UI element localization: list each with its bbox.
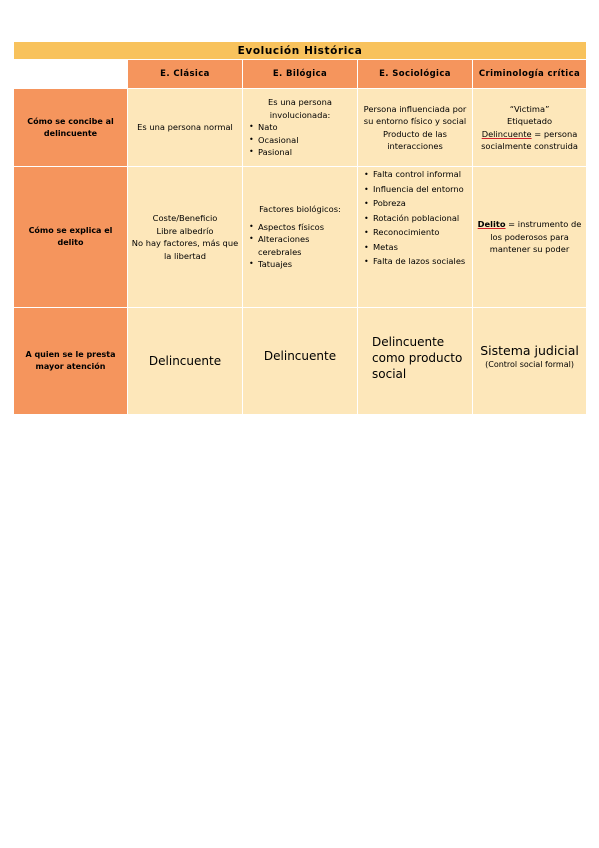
table-title: Evolución Histórica [14,42,587,60]
list-item: • Ocasional [246,134,354,147]
list-item: • Aspectos físicos [246,221,354,234]
biologica-intro: Factores biológicos: [259,204,341,215]
row-label-explicacion: Cómo se explica el delito [14,167,128,308]
row-label-concepcion: Cómo se concibe al delincuente [14,89,128,167]
cell-biologica-atencion: Delincuente [243,308,358,415]
list-item: • Metas [361,242,469,254]
evolution-table [13,41,587,415]
cell-clasica-explicacion [128,167,243,308]
cell-critica-atencion [473,308,587,415]
row-concepcion [14,89,587,167]
emphasis-rest: = instrumento de los poderosos para mantener su poder [489,219,582,255]
list-item: • Nato [246,121,354,134]
cell-sociologica-concepcion [358,89,473,167]
emphasis-rest: = persona socialmente construida [481,128,578,151]
row-explicacion [14,167,587,308]
list-item: • Pobreza [361,198,469,210]
corner-cell [14,60,128,89]
emphasis-term: Delito [477,219,506,230]
list-item: • Influencia del entorno [361,184,469,196]
cell-sociologica-explicacion [358,167,473,308]
cell-line: Producto de las interacciones [383,128,447,151]
cell-line: Coste/Beneficio [152,213,218,223]
emphasis-term: Delincuente [481,128,532,139]
biologica-intro: Es una persona involucionada: [268,97,332,120]
critica-main: Sistema judicial [480,343,579,359]
cell-biologica-explicacion [243,167,358,308]
cell-line: “Victima” [509,103,550,114]
cell-line [476,128,583,153]
list-item: • Alteraciones cerebrales [246,233,354,258]
cell-critica-explicacion [473,167,587,308]
list-item: • Pasional [246,146,354,159]
cell-clasica-concepcion: Es una persona normal [128,89,243,167]
title-row [14,42,587,60]
cell-line: Persona influenciada por su entorno físico y social [363,103,467,126]
biologica-list [246,221,354,271]
list-item: • Falta control informal [361,169,469,181]
column-header-sociologica: E. Sociológica [358,60,473,89]
cell-line [476,218,583,256]
biologica-list [246,121,354,159]
header-row [14,60,587,89]
cell-biologica-concepcion [243,89,358,167]
list-item: • Falta de lazos sociales [361,256,469,268]
list-item: • Tatuajes [246,258,354,271]
cell-line: Libre albedrío [156,225,214,236]
cell-line: No hay factores, más que la libertad [131,238,239,261]
cell-sociologica-atencion: Delincuente como producto social [358,308,473,415]
column-header-biologica: E. Bilógica [243,60,358,89]
list-item: • Rotación poblacional [361,213,469,225]
row-atencion [14,308,587,415]
list-item: • Reconocimiento [361,227,469,239]
cell-critica-concepcion [473,89,587,167]
cell-clasica-atencion: Delincuente [128,308,243,415]
cell-line: Etiquetado [506,116,553,126]
sociologica-list [361,169,469,268]
column-header-clasica: E. Clásica [128,60,243,89]
critica-sub: (Control social formal) [485,360,574,370]
column-header-critica: Criminología crítica [473,60,587,89]
row-label-atencion: A quien se le presta mayor atención [14,308,128,415]
